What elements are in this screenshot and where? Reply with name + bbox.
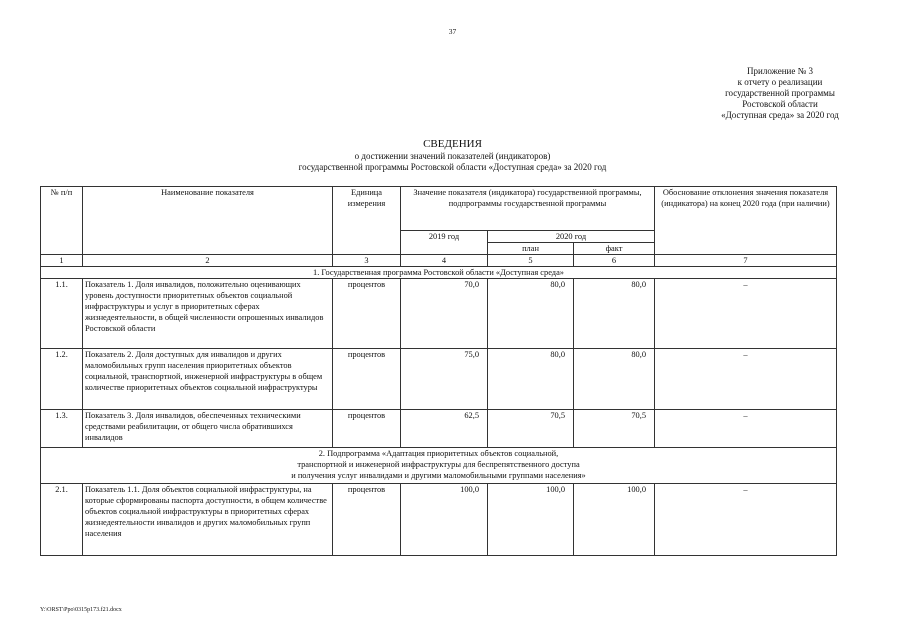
header-row xyxy=(41,187,837,231)
header-value: Значение показателя (индикатора) государственной программы, подпрограммы государственной программы xyxy=(401,187,655,231)
section-row xyxy=(41,267,837,279)
indicators-table xyxy=(40,186,837,556)
column-number: 1 xyxy=(41,255,83,267)
row-value-plan: 70,5 xyxy=(488,410,574,448)
column-number: 2 xyxy=(83,255,333,267)
document-subtitle: о достижении значений показателей (индикаторов) xyxy=(354,151,551,161)
header-justification: Обоснование отклонения значения показателя (индикатора) на конец 2020 года (при наличии) xyxy=(655,187,837,255)
row-justification: – xyxy=(655,484,837,556)
header-plan: план xyxy=(488,243,574,255)
appendix-line: Приложение № 3 xyxy=(747,66,813,76)
row-num: 1.1. xyxy=(41,279,83,349)
header-name: Наименование показателя xyxy=(83,187,333,255)
document-heading xyxy=(0,138,905,173)
table-row xyxy=(41,349,837,410)
section-title-line: и получения услуг инвалидами и другими маломобильными группами населения» xyxy=(291,471,586,480)
row-name: Показатель 3. Доля инвалидов, обеспеченных техническими средствами реабилитации, от общего числа обратившихся инвалидов xyxy=(83,410,333,448)
row-unit: процентов xyxy=(333,279,401,349)
appendix-line: государственной программы xyxy=(725,88,835,98)
row-justification: – xyxy=(655,279,837,349)
column-number: 4 xyxy=(401,255,488,267)
row-name: Показатель 2. Доля доступных для инвалидов и других маломобильных групп населения приоритетных объектов социальной, транспортной, инженерной инфраструктуры в общем количестве приоритетных объектов социальной инфраструктуры xyxy=(83,349,333,410)
document-title: СВЕДЕНИЯ xyxy=(423,138,482,150)
row-num: 1.2. xyxy=(41,349,83,410)
row-unit: процентов xyxy=(333,410,401,448)
column-number: 7 xyxy=(655,255,837,267)
page-number: 37 xyxy=(448,27,457,36)
row-value-plan: 100,0 xyxy=(488,484,574,556)
appendix-line: к отчету о реализации xyxy=(737,77,823,87)
appendix-line: Ростовской области xyxy=(742,99,818,109)
section-title xyxy=(41,448,837,484)
appendix-line: «Доступная среда» за 2020 год xyxy=(721,110,839,120)
row-name: Показатель 1.1. Доля объектов социальной инфраструктуры, на которые сформированы паспорта доступности, в общем количестве объектов социальной инфраструктуры в приоритетных сферах жизнедеятельности инвалидов и других маломобильных групп населения xyxy=(83,484,333,556)
header-2020: 2020 год xyxy=(488,231,655,243)
row-num: 1.3. xyxy=(41,410,83,448)
column-number: 6 xyxy=(574,255,655,267)
table-row xyxy=(41,279,837,349)
section-title-line: 2. Подпрограмма «Адаптация приоритетных объектов социальной, xyxy=(318,449,559,458)
row-value-plan: 80,0 xyxy=(488,349,574,410)
appendix-label xyxy=(660,66,900,121)
row-value-plan: 80,0 xyxy=(488,279,574,349)
column-number: 5 xyxy=(488,255,574,267)
header-fact: факт xyxy=(574,243,655,255)
row-value-fact: 80,0 xyxy=(574,349,655,410)
column-number-row xyxy=(41,255,837,267)
row-value-2019: 70,0 xyxy=(401,279,488,349)
file-path-footer: Y:\ORST\Ppo\0315p173.f21.docx xyxy=(40,607,122,613)
column-number: 3 xyxy=(333,255,401,267)
row-unit: процентов xyxy=(333,349,401,410)
header-num: № п/п xyxy=(41,187,83,255)
row-unit: процентов xyxy=(333,484,401,556)
row-value-fact: 70,5 xyxy=(574,410,655,448)
row-value-2019: 62,5 xyxy=(401,410,488,448)
row-num: 2.1. xyxy=(41,484,83,556)
header-unit: Единица измерения xyxy=(333,187,401,255)
row-value-2019: 75,0 xyxy=(401,349,488,410)
row-justification: – xyxy=(655,410,837,448)
row-value-2019: 100,0 xyxy=(401,484,488,556)
row-value-fact: 80,0 xyxy=(574,279,655,349)
row-value-fact: 100,0 xyxy=(574,484,655,556)
section-row xyxy=(41,448,837,484)
row-name: Показатель 1. Доля инвалидов, положительно оценивающих уровень доступности приоритетных объектов социальной инфраструктуры и услуг в приоритетных сферах жизнедеятельности, в общей численности опрошенных инвалидов Ростовской области xyxy=(83,279,333,349)
document-subtitle: государственной программы Ростовской области «Доступная среда» за 2020 год xyxy=(298,162,607,172)
table-row xyxy=(41,410,837,448)
section-title-line: транспортной и инженерной инфраструктуры для беспрепятственного доступа xyxy=(297,460,580,469)
table-row xyxy=(41,484,837,556)
section-title: 1. Государственная программа Ростовской области «Доступная среда» xyxy=(41,267,837,279)
row-justification: – xyxy=(655,349,837,410)
header-2019: 2019 год xyxy=(401,231,488,255)
